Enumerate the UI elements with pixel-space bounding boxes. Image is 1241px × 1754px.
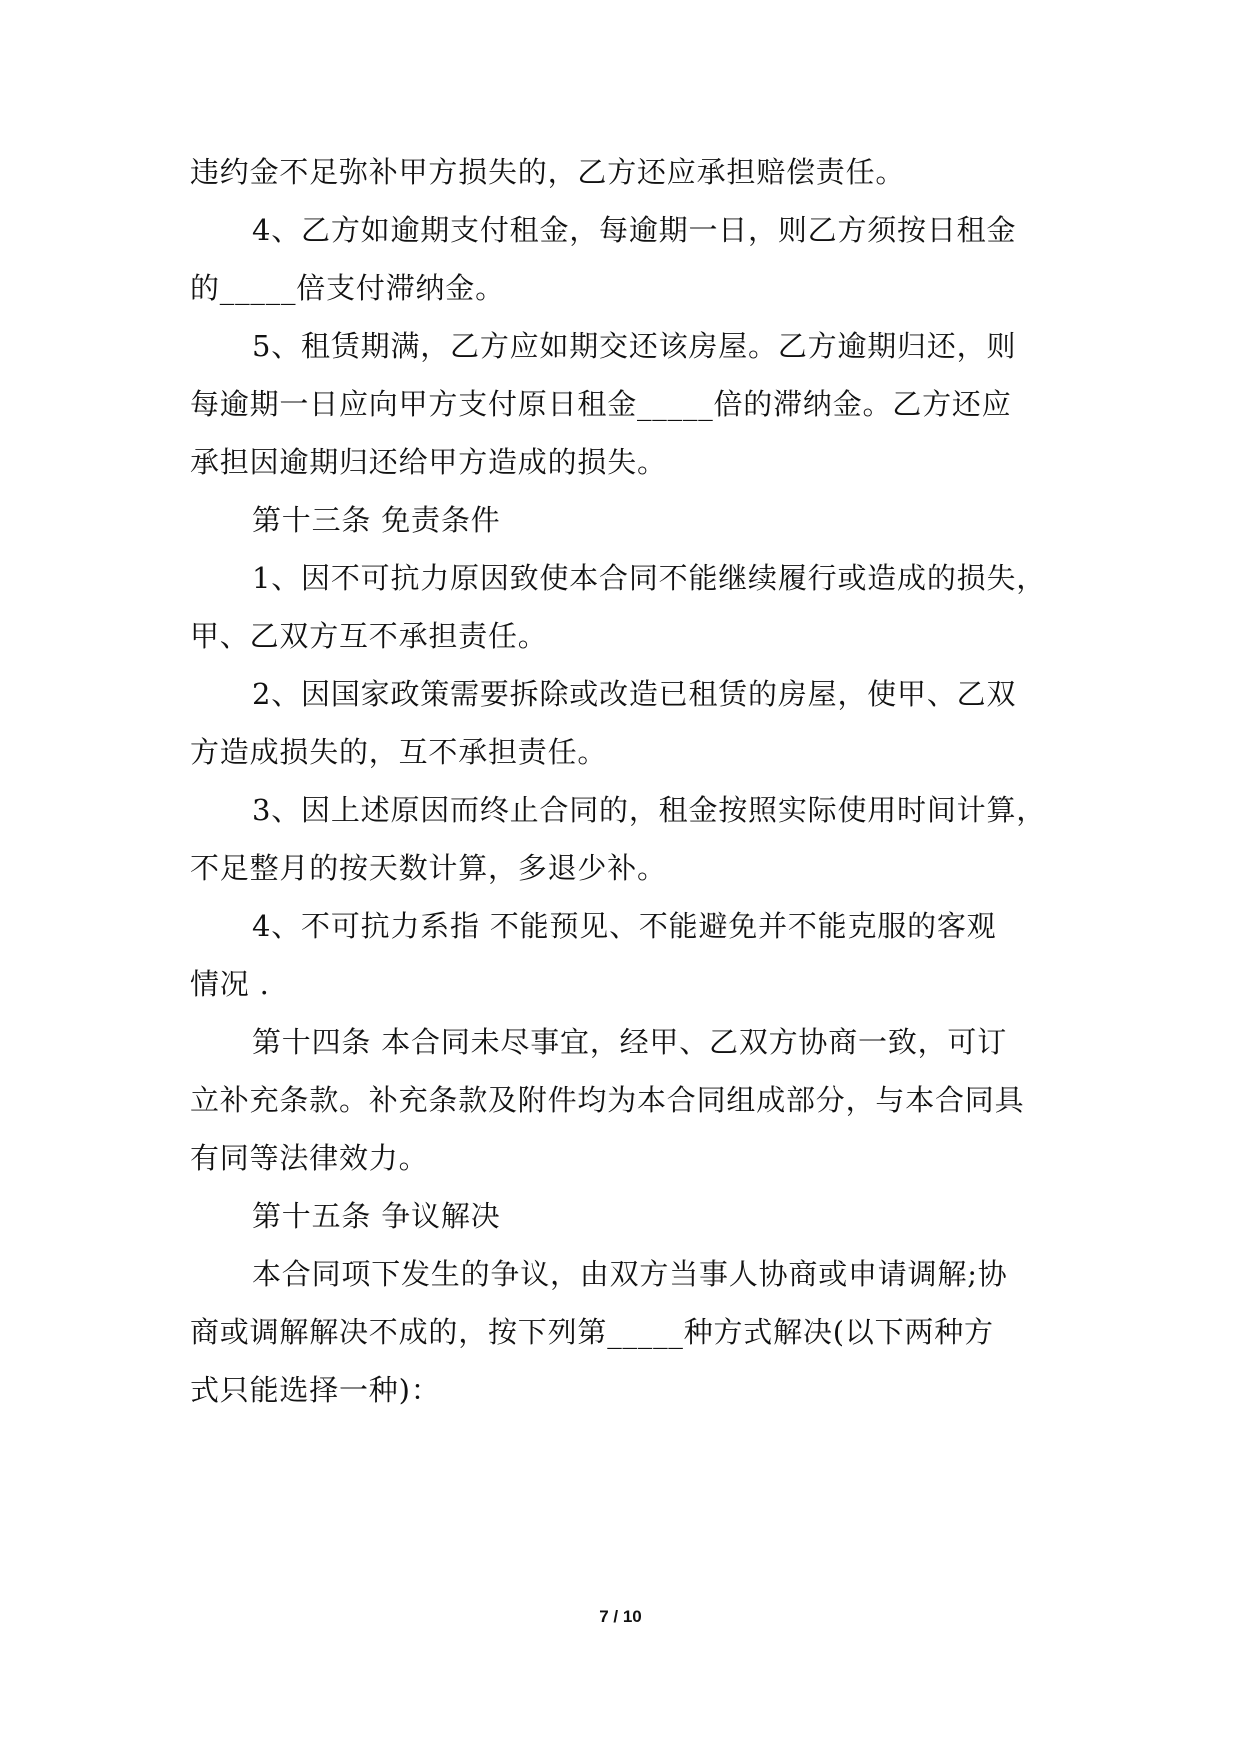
text-line: 承担因逾期归还给甲方造成的损失。	[190, 445, 667, 479]
text-line: 4、乙方如逾期支付租金，每逾期一日，则乙方须按日租金	[252, 213, 1017, 247]
text-line: 本合同项下发生的争议，由双方当事人协商或申请调解;协	[252, 1257, 1008, 1291]
text-line: 情况 .	[190, 967, 270, 1001]
text-line: 的_____倍支付滞纳金。	[190, 271, 505, 305]
text-line: 有同等法律效力。	[190, 1141, 429, 1175]
section-heading: 第十五条 争议解决	[252, 1199, 501, 1233]
page-number: 7 / 10	[599, 1607, 642, 1626]
text-line: 3、因上述原因而终止合同的，租金按照实际使用时间计算，	[252, 793, 1047, 827]
text-line: 5、租赁期满，乙方应如期交还该房屋。乙方逾期归还，则	[252, 329, 1017, 363]
text-line: 第十四条 本合同未尽事宜，经甲、乙双方协商一致，可订	[252, 1025, 1008, 1059]
text-line: 违约金不足弥补甲方损失的，乙方还应承担赔偿责任。	[190, 155, 906, 189]
text-line: 1、因不可抗力原因致使本合同不能继续履行或造成的损失，	[252, 561, 1047, 595]
text-line: 不足整月的按天数计算，多退少补。	[190, 851, 667, 885]
text-line: 4、不可抗力系指 不能预见、不能避免并不能克服的客观	[252, 909, 997, 943]
text-line: 甲、乙双方互不承担责任。	[190, 619, 548, 653]
text-line: 立补充条款。补充条款及附件均为本合同组成部分，与本合同具	[190, 1083, 1025, 1117]
text-line: 式只能选择一种)：	[190, 1373, 441, 1407]
text-line: 方造成损失的，互不承担责任。	[190, 735, 608, 769]
text-line: 商或调解解决不成的，按下列第_____种方式解决(以下两种方	[190, 1315, 994, 1349]
text-line: 每逾期一日应向甲方支付原日租金_____倍的滞纳金。乙方还应	[190, 387, 1012, 421]
section-heading: 第十三条 免责条件	[252, 503, 501, 537]
text-line: 2、因国家政策需要拆除或改造已租赁的房屋，使甲、乙双	[252, 677, 1017, 711]
